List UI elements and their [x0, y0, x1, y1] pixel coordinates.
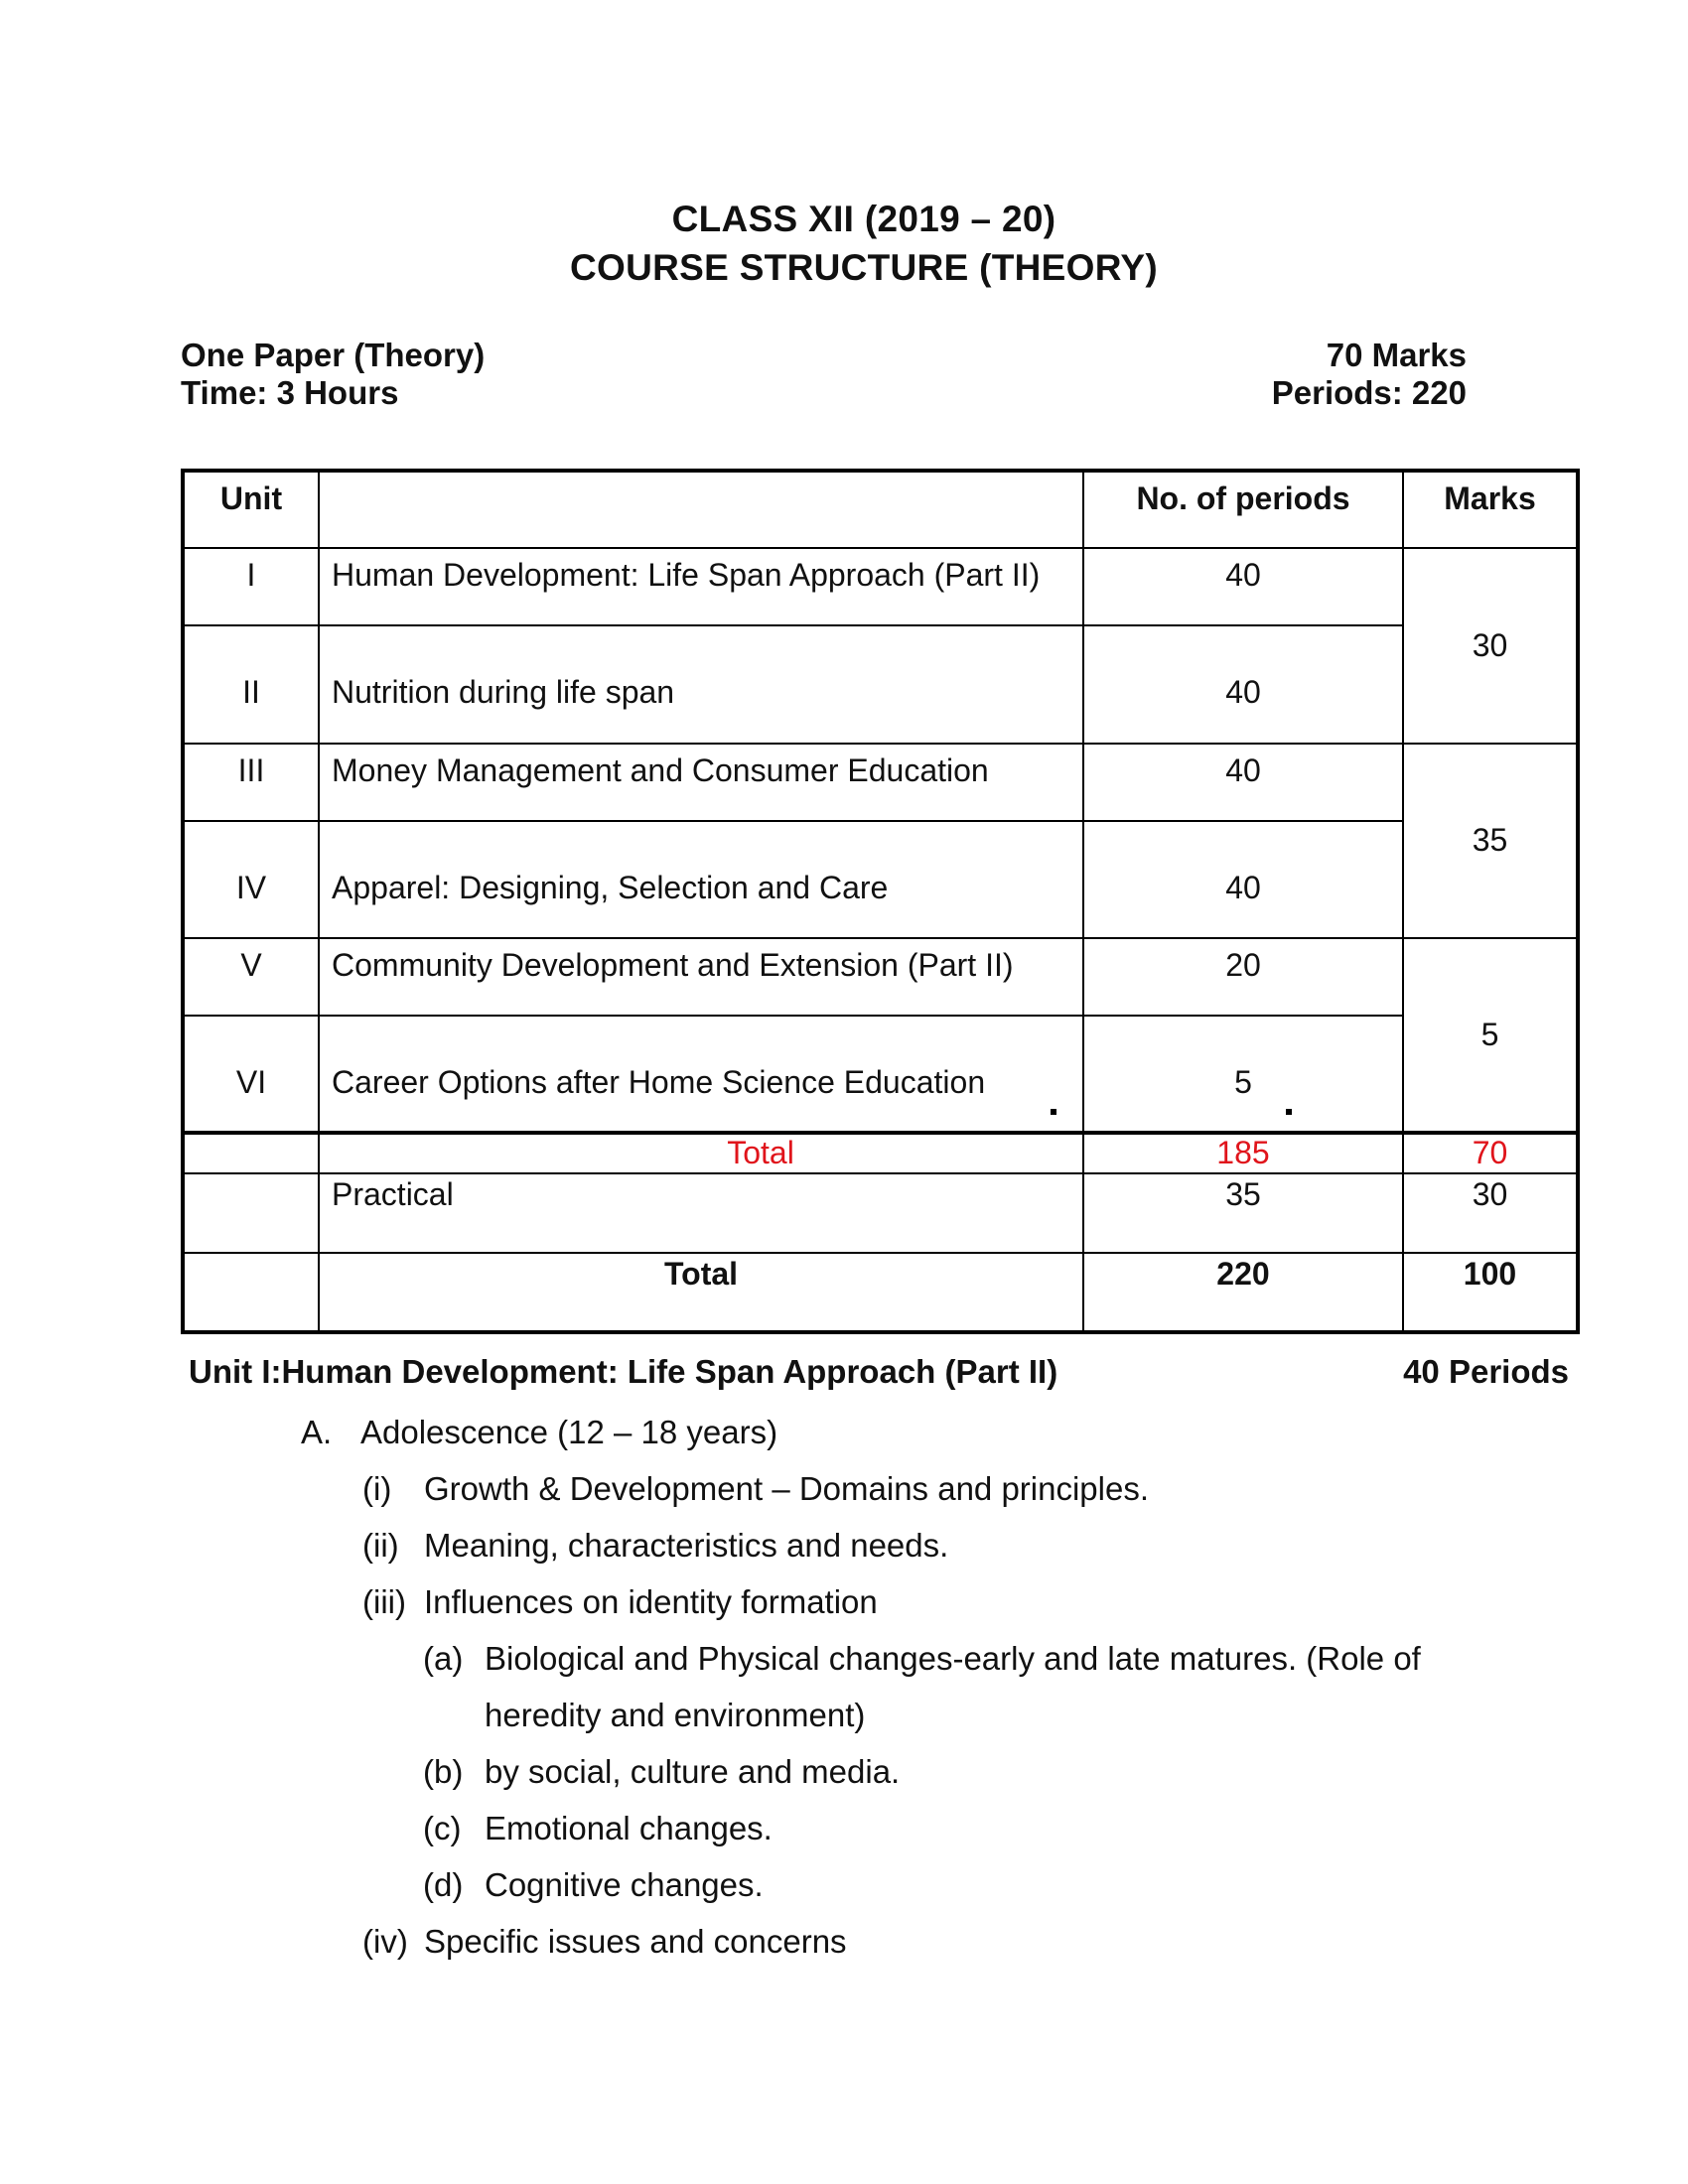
- time-label: Time: 3 Hours: [181, 374, 399, 411]
- unit-periods: 40: [1225, 674, 1261, 711]
- unit-number: V: [240, 947, 262, 984]
- practical-row: [183, 1173, 1578, 1253]
- list-text: Adolescence (12 – 18 years): [360, 1414, 778, 1450]
- unit-periods: 40: [1225, 557, 1261, 594]
- unit-periods: 20: [1225, 947, 1261, 984]
- theory-total-row: [183, 1133, 1578, 1172]
- unit-periods: 40: [1225, 751, 1261, 788]
- practical-label: Practical: [332, 1175, 454, 1212]
- list-marker: (iv): [362, 1923, 408, 1960]
- list-marker: A.: [301, 1414, 333, 1450]
- unit-heading-periods: 40 Periods: [1403, 1353, 1569, 1390]
- list-text: Growth & Development – Domains and principles.: [424, 1470, 1150, 1507]
- theory-total-label: Total: [319, 1133, 1083, 1172]
- list-text: by social, culture and media.: [485, 1753, 901, 1790]
- grand-total-label: Total: [663, 1255, 739, 1292]
- list-text: heredity and environment): [485, 1697, 866, 1733]
- paper-info: [181, 337, 485, 412]
- table-row: [183, 1016, 1578, 1133]
- list-text: Meaning, characteristics and needs.: [424, 1527, 949, 1564]
- table-row: [183, 744, 1578, 821]
- unit-number: I: [246, 557, 256, 594]
- document-title: CLASS XII (2019 – 20): [671, 199, 1056, 239]
- unit-name: Human Development: Life Span Approach (Part II): [332, 557, 1041, 594]
- unit-periods: 40: [1225, 869, 1261, 905]
- list-marker: (ii): [362, 1527, 399, 1564]
- unit-number: VI: [235, 1064, 267, 1101]
- grand-total-periods: 220: [1216, 1255, 1270, 1292]
- col-header-unit: Unit: [183, 471, 319, 548]
- list-marker: (a): [423, 1640, 464, 1677]
- unit-name: Community Development and Extension (Part II): [332, 947, 1014, 984]
- theory-total-periods: 185: [1083, 1133, 1403, 1172]
- table-row: [183, 821, 1578, 938]
- list-text: Specific issues and concerns: [424, 1923, 847, 1960]
- grand-total-marks: 100: [1463, 1255, 1517, 1292]
- col-header-name: [319, 471, 1083, 548]
- table-row: [183, 625, 1578, 743]
- col-header-periods: No. of periods: [1083, 471, 1403, 548]
- list-text: Influences on identity formation: [424, 1583, 878, 1620]
- unit-number: III: [237, 751, 265, 788]
- theory-total-marks: 70: [1403, 1133, 1578, 1172]
- list-marker: (c): [423, 1810, 462, 1846]
- marks-group: 30: [1403, 548, 1578, 743]
- grand-total-row: [183, 1253, 1578, 1332]
- scan-dot: [1051, 1109, 1056, 1115]
- unit-heading: [189, 1353, 1569, 1391]
- unit-name: Nutrition during life span: [332, 674, 675, 711]
- periods-label: Periods: 220: [1271, 374, 1467, 411]
- marks-group: 5: [1403, 938, 1578, 1133]
- paper-label: One Paper (Theory): [181, 337, 486, 373]
- document-subtitle: COURSE STRUCTURE (THEORY): [570, 247, 1158, 288]
- practical-periods: 35: [1225, 1175, 1261, 1212]
- unit-number: II: [242, 674, 260, 711]
- practical-marks: 30: [1472, 1175, 1508, 1212]
- marks-label: 70 Marks: [1326, 337, 1467, 373]
- list-text: Emotional changes.: [485, 1810, 773, 1846]
- table-row: [183, 548, 1578, 625]
- marks-info: [1172, 337, 1467, 412]
- list-marker: (b): [423, 1753, 464, 1790]
- unit-name: Money Management and Consumer Education: [332, 751, 989, 788]
- marks-group: 35: [1403, 744, 1578, 938]
- unit-name: Apparel: Designing, Selection and Care: [332, 869, 889, 905]
- unit-name: Career Options after Home Science Education: [332, 1064, 986, 1101]
- unit-periods: 5: [1234, 1064, 1252, 1101]
- table-header-row: [183, 471, 1578, 548]
- col-header-marks: Marks: [1403, 471, 1578, 548]
- unit-heading-title: Unit I:Human Development: Life Span Approach (Part II): [189, 1353, 1058, 1390]
- course-structure-table: [181, 469, 1580, 1334]
- table-row: [183, 938, 1578, 1016]
- list-marker: (iii): [362, 1583, 406, 1620]
- scan-dot: [1286, 1109, 1292, 1115]
- unit-number: IV: [235, 869, 267, 905]
- list-marker: (d): [423, 1866, 464, 1903]
- list-marker: (i): [362, 1470, 392, 1507]
- list-text: Cognitive changes.: [485, 1866, 764, 1903]
- list-text: Biological and Physical changes-early and late matures. (Role of: [485, 1640, 1421, 1677]
